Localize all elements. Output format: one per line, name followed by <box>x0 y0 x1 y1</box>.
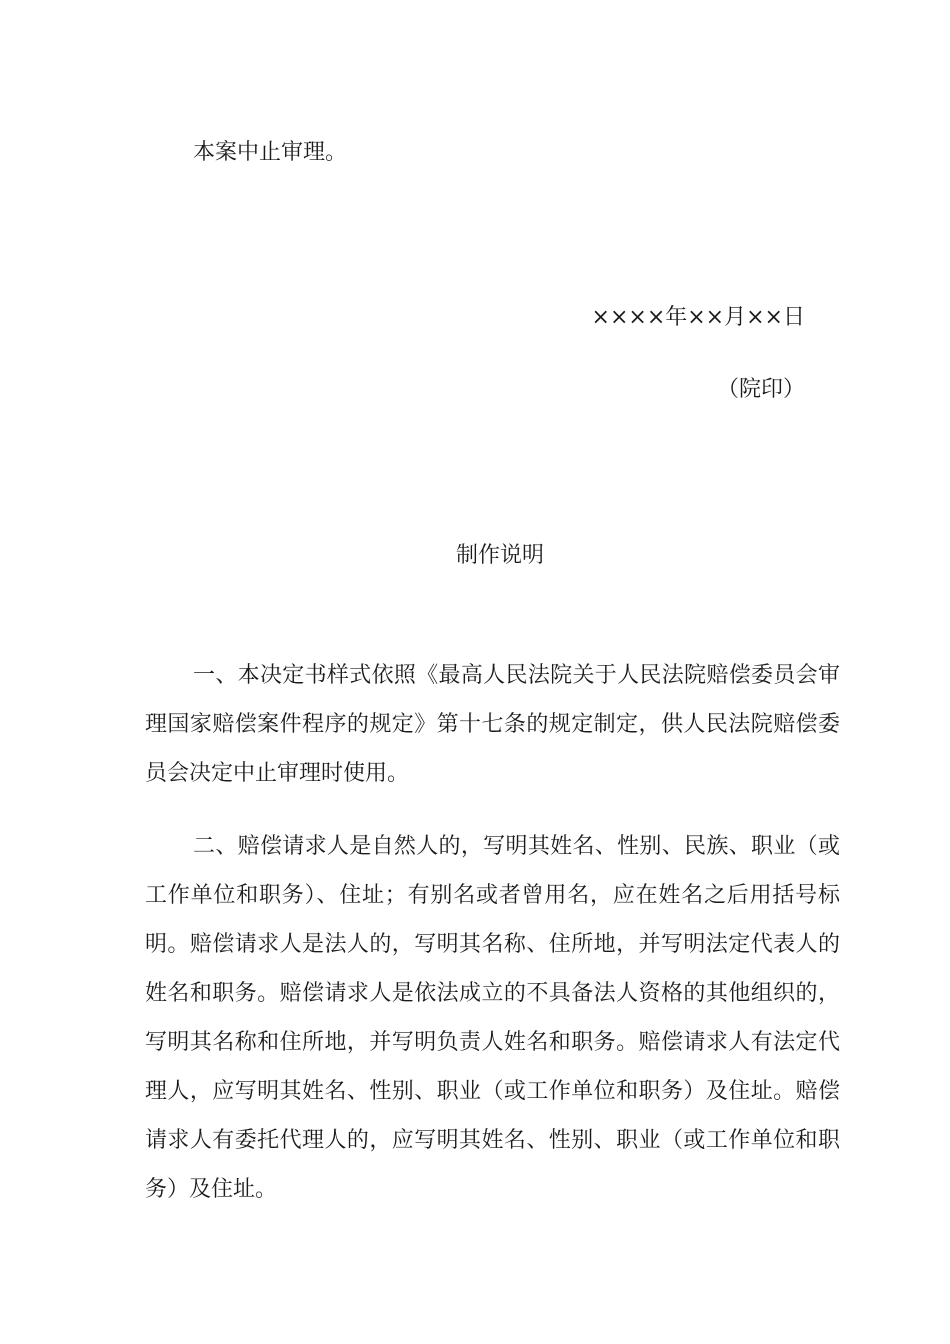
notes-paragraph-2: 二、赔偿请求人是自然人的，写明其姓名、性别、民族、职业（或工作单位和职务）、住址；有别名或者曾用名，应在姓名之后用括号标明。赔偿请求人是法人的，写明其名称、住所地，并写明法定代表人的姓名和职务。赔偿请求人是依法成立的不具备法人资格的其他组织的，写明其名称和住所地，并写明负责人姓名和职务。赔偿请求人有法定代理人，应写明其姓名、性别、职业（或工作单位和职务）及住址。赔偿请求人有委托代理人的，应写明其姓名、性别、职业（或工作单位和职务）及住址。 <box>145 834 840 1202</box>
notes-paragraph-1: 一、本决定书样式依照《最高人民法院关于人民法院赔偿委员会审理国家赔偿案件程序的规定》第十七条的规定制定，供人民法院赔偿委员会决定中止审理时使用。 <box>145 663 840 786</box>
decision-text: 本案中止审理。 <box>193 140 348 165</box>
court-seal-label: （院印） <box>716 377 805 402</box>
notes-title: 制作说明 <box>455 543 544 568</box>
decision-date: ××××年××月××日 <box>591 305 805 330</box>
